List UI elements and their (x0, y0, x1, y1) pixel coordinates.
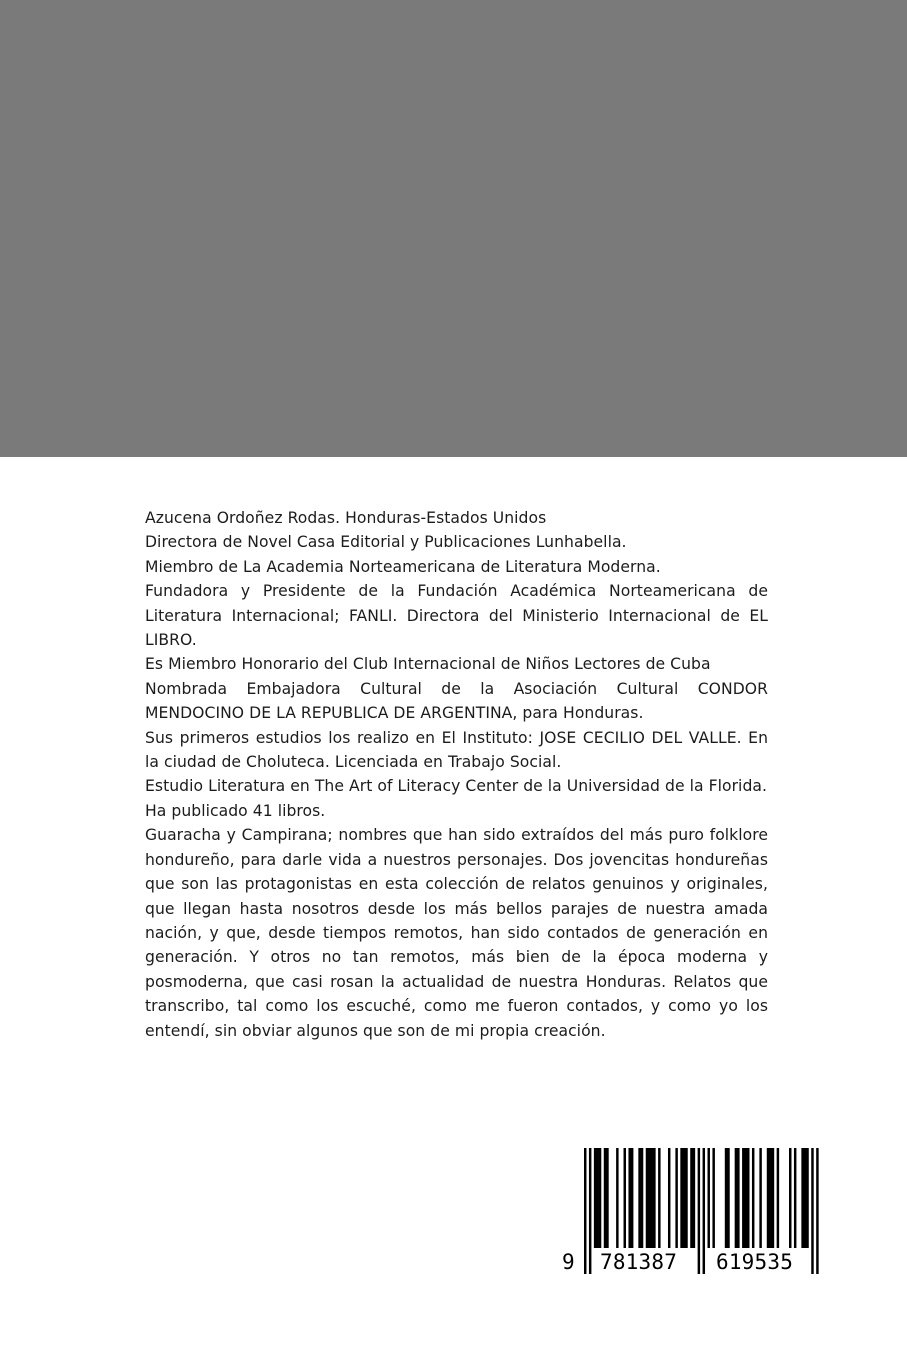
barcode-bar (708, 1148, 710, 1248)
barcode-bar (735, 1148, 740, 1248)
barcode-bar (712, 1148, 714, 1248)
barcode-bar (725, 1148, 730, 1248)
author-bio (145, 506, 768, 1043)
barcode-guard-bar (703, 1148, 705, 1274)
barcode-bar (752, 1148, 754, 1248)
barcode-left-digits: 781387 (600, 1250, 678, 1274)
barcode-bar (742, 1148, 749, 1248)
author-photo-placeholder (0, 0, 907, 457)
barcode-bar (616, 1148, 618, 1248)
bio-books-line: Ha publicado 41 libros. (145, 801, 326, 820)
bio-name-line: Azucena Ordoñez Rodas. Honduras-Estados Unidos (145, 509, 547, 527)
barcode-bar (801, 1148, 808, 1248)
barcode-guard-bar (584, 1148, 586, 1274)
barcode-guard-bar (811, 1148, 813, 1274)
barcode-bar (794, 1148, 796, 1248)
bio-ambassador-line: Nombrada Embajadora Cultural de la Asociación Cultural CONDOR MENDOCINO DE LA REPUBLICA DE ARGENTINA, para Honduras. (145, 679, 768, 723)
barcode-bar (594, 1148, 601, 1248)
barcode-bar (624, 1148, 626, 1248)
barcode-guard-bar (698, 1148, 700, 1274)
barcode-bar (658, 1148, 660, 1248)
barcode-bar (604, 1148, 609, 1248)
bio-academy-line: Miembro de La Academia Norteamericana de Literatura Moderna. (145, 557, 661, 576)
barcode-bar (646, 1148, 656, 1248)
bio-studies-line: Sus primeros estudios los realizo en El Instituto: JOSE CECILIO DEL VALLE. En la ciudad de Choluteca. Licenciada en Trabajo Social. (145, 728, 768, 772)
barcode-bar (680, 1148, 687, 1248)
barcode-guard-bar (816, 1148, 818, 1274)
book-synopsis: Guaracha y Campirana; nombres que han sido extraídos del más puro folklore hondureño, para darle vida a nuestros personajes. Dos jovencitas hondureñas que son las protagonistas en esta colección de relatos genuinos y originales, que llegan hasta nosotros desde los más bellos parajes de nuestra amada nación, y que, desde tiempos remotos, han sido contados de generación en generación. Y otros no tan remotos, más bien de la época moderna y posmoderna, que casi rosan la actualidad de nuestra Honduras. Relatos que transcribo, tal como los escuché, como me fueron contados, y como yo los entendí, sin obviar algunos que son de mi propia creación. (145, 826, 768, 1040)
bio-foundation-line: Fundadora y Presidente de la Fundación Académica Norteamericana de Literatura Internacional; FANLI. Directora del Ministerio Internacional de EL LIBRO. (145, 582, 768, 650)
barcode-bar (690, 1148, 695, 1248)
barcode-bar (638, 1148, 643, 1248)
barcode-bar (759, 1148, 761, 1248)
barcode-bar (777, 1148, 779, 1248)
barcode-first-digit: 9 (562, 1250, 575, 1274)
isbn-barcode (560, 1148, 824, 1276)
bio-editorial-line: Directora de Novel Casa Editorial y Publicaciones Lunhabella. (145, 533, 627, 552)
barcode-bar (767, 1148, 774, 1248)
barcode-bar (789, 1148, 791, 1248)
barcode-bar (675, 1148, 677, 1248)
barcode-bar (628, 1148, 633, 1248)
barcode-guard-bar (589, 1148, 591, 1274)
barcode-right-digits: 619535 (716, 1250, 794, 1274)
bio-club-line: Es Miembro Honorario del Club Internacional de Niños Lectores de Cuba (145, 655, 711, 674)
barcode-bar (668, 1148, 670, 1248)
bio-literature-line: Estudio Literatura en The Art of Literacy Center de la Universidad de la Florida. (145, 777, 768, 796)
